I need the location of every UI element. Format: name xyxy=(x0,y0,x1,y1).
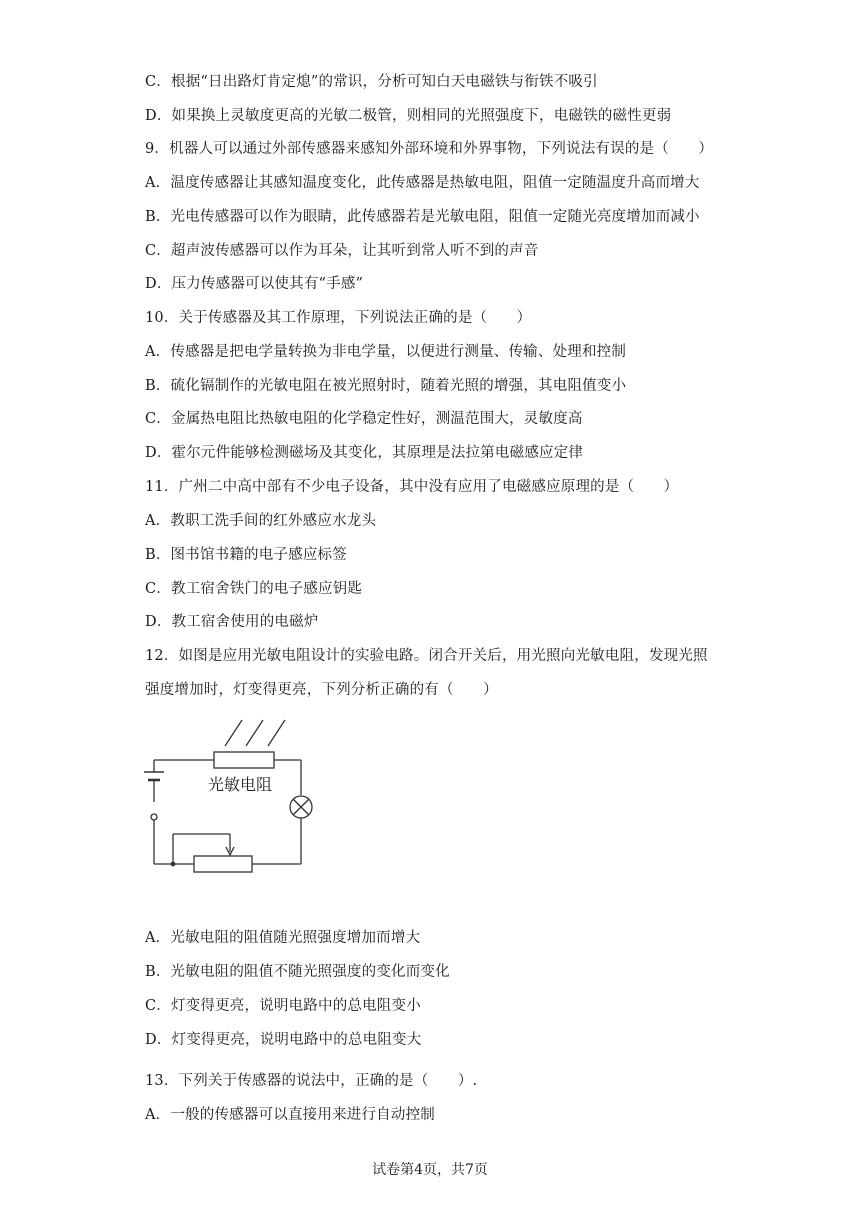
light-arrow xyxy=(268,720,285,746)
question-11: 11．广州二中高中部有不少电子设备，其中没有应用了电磁感应原理的是（ ） xyxy=(145,479,679,495)
option-c-q11: C．教工宿舍铁门的电子感应钥匙 xyxy=(145,581,363,597)
junction-dot xyxy=(171,862,176,867)
question-12-line-2: 强度增加时，灯变得更亮，下列分析正确的有（ ） xyxy=(145,682,498,698)
option-d-q12: D．灯变得更亮，说明电路中的总电阻变大 xyxy=(145,1032,422,1048)
option-d-q8: D．如果换上灵敏度更高的光敏二极管，则相同的光照强度下，电磁铁的磁性更弱 xyxy=(145,108,672,124)
option-c-q8: C．根据“日出路灯肯定熄”的常识，分析可知白天电磁铁与衔铁不吸引 xyxy=(145,74,598,90)
option-a-q13: A．一般的传感器可以直接用来进行自动控制 xyxy=(145,1107,435,1123)
option-c-q9: C．超声波传感器可以作为耳朵，让其听到常人听不到的声音 xyxy=(145,243,539,259)
option-a-q9: A．温度传感器让其感知温度变化，此传感器是热敏电阻，阻值一定随温度升高而增大 xyxy=(145,175,700,191)
option-b-q11: B．图书馆书籍的电子感应标签 xyxy=(145,547,347,563)
option-d-q9: D．压力传感器可以使其有“手感” xyxy=(145,276,364,292)
option-b-q10: B．硫化镉制作的光敏电阻在被光照射时，随着光照的增强，其电阻值变小 xyxy=(145,378,627,394)
rheostat-symbol xyxy=(194,856,252,872)
option-d-q10: D．霍尔元件能够检测磁场及其变化，其原理是法拉第电磁感应定律 xyxy=(145,445,584,461)
option-d-q11: D．教工宿舍使用的电磁炉 xyxy=(145,614,319,630)
option-a-q12: A．光敏电阻的阻值随光照强度增加而增大 xyxy=(145,930,421,946)
switch-symbol xyxy=(151,814,157,820)
photoresistor-circuit-diagram xyxy=(140,712,320,892)
option-a-q11: A．教职工洗手间的红外感应水龙头 xyxy=(145,513,377,529)
question-9: 9．机器人可以通过外部传感器来感知外部环境和外界事物，下列说法有误的是（ ） xyxy=(145,141,714,157)
light-arrow xyxy=(225,720,242,746)
option-b-q12: B．光敏电阻的阻值不随光照强度的变化而变化 xyxy=(145,964,450,980)
question-13: 13．下列关于传感器的说法中，正确的是（ ）. xyxy=(145,1073,478,1089)
option-c-q10: C．金属热电阻比热敏电阻的化学稳定性好，测温范围大，灵敏度高 xyxy=(145,411,583,427)
question-10: 10．关于传感器及其工作原理，下列说法正确的是（ ） xyxy=(145,310,532,326)
question-12-line-1: 12．如图是应用光敏电阻设计的实验电路。闭合开关后，用光照向光敏电阻，发现光照 xyxy=(145,648,708,664)
page-footer: 试卷第4页，共7页 xyxy=(372,1162,488,1178)
option-c-q12: C．灯变得更亮，说明电路中的总电阻变小 xyxy=(145,998,421,1014)
photoresistor-label: 光敏电阻 xyxy=(208,775,273,794)
photoresistor-symbol xyxy=(214,752,274,768)
option-a-q10: A．传感器是把电学量转换为非电学量，以便进行测量、传输、处理和控制 xyxy=(145,344,627,360)
light-arrow xyxy=(246,720,263,746)
option-b-q9: B．光电传感器可以作为眼睛，此传感器若是光敏电阻，阻值一定随光亮度增加而减小 xyxy=(145,209,700,225)
